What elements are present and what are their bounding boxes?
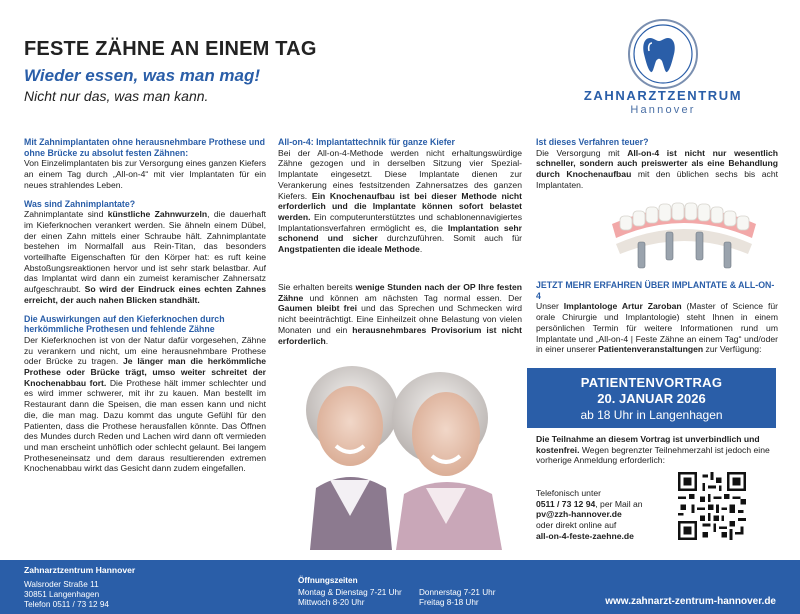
what-text: Zahnimplantate sind künstliche Zahnwurzeln, die dauerhaft im Kieferknochen verankert werden. Sie ähneln einem Dübel, der einen Zahn mittels einer Schraube hält. Zahnimplantate bestehen im Normalfall aus Rein-Titan, das besonders vorteilhafte Eigenschaften für den Körper hat: es ruft keine Abstoßungsreaktionen hervor und ist sehr stark belastbar. Auf das Implantat wird dann ein zumeist keramischer Zahnersatz aufgeschraubt. So wird der Eindruck eines echten Zahnes erreicht, der auch nahen Blicken standhält.: [24, 209, 266, 305]
opening-hours-left: Montag & Dienstag 7-21 Uhr Mittwoch 8-20 Uhr: [298, 588, 402, 607]
talk-title: PATIENTENVORTRAG: [580, 375, 723, 390]
website-url-link[interactable]: www.zahnarzt-zentrum-hannover.de: [605, 596, 776, 607]
headline: FESTE ZÄHNE AN EINEM TAG: [24, 38, 317, 60]
mail-line: [536, 509, 676, 520]
patient-talk-box: [527, 368, 776, 428]
website-line: [536, 531, 676, 542]
all-on-4-heading: All-on-4: Implantattechnik für ganze Kiefer: [278, 137, 455, 147]
phone-number[interactable]: 0511 / 73 12 94: [536, 498, 596, 509]
talk-date: 20. JANUAR 2026: [597, 391, 706, 406]
footer-phone[interactable]: Telefon 0511 / 73 12 94: [24, 600, 109, 609]
opening-hours-title: Öffnungszeiten: [298, 576, 358, 585]
footer: [0, 560, 800, 614]
more-text: Unser Implantologe Artur Zaroban (Master of Science für orale Chirurgie und Implantologie) steht Ihnen in einem persönlichen Termin für weitere Informationen rund um Implantate und „All-on-4 | Feste Zähne an einem Tag“ und/oder in einer unserer Patientenveranstaltungen zur Verfügung:: [536, 301, 778, 355]
registration-contact: [536, 488, 676, 542]
column-right-more: [536, 280, 778, 355]
patients-photo: [282, 348, 526, 550]
cost-heading: Ist dieses Verfahren teuer?: [536, 137, 649, 147]
effects-text: Der Kieferknochen ist von der Natur dafür vorgesehen, Zähne zu verankern und nicht, um eine herausnehmbare Prothese oder Brücke zu tragen. Je länger man die herkömmliche Prothese oder Brücke trägt, umso weiter schreitet der Knochenabbau fort. Die Prothese hält immer schlechter und es wird immer schwerer, mit ihr zu kauen. Man bestellt im Restaurant dann die Speisen, die man essen kann und nicht die, die man mag. Dazu kommt das ungute Gefühl für den Patienten, dass die Prothese herausfallen könnte. Das Öffnen des Mundes durch Reden und Lachen wird dann oft vermieden und man erscheint unhöflich oder schlecht gelaunt. Bei langem Protheseneinsatz und dem daraus resultierenden extremen Knochenabbau wirkt das Gesicht dann zudem eingefallen.: [24, 334, 266, 474]
column-middle: [278, 137, 522, 255]
qr-code-icon[interactable]: [678, 472, 746, 540]
mail-link[interactable]: pv@zzh-hannover.de: [536, 509, 622, 520]
column-middle-lower: [278, 282, 522, 346]
free-text: Die Teilnahme an diesem Vortrag ist unverbindlich und kostenfrei. Wegen begrenzter Teilnehmerzahl ist jedoch eine vorherige Anmeldung erforderlich:: [536, 434, 770, 466]
logo-city: Hannover: [630, 104, 696, 116]
effects-heading: Die Auswirkungen auf den Kieferknochen durch herkömmliche Prothesen und fehlende Zähne: [24, 313, 225, 335]
online-label: oder direkt online auf: [536, 520, 617, 531]
logo-name: ZAHNARZTZENTRUM: [583, 88, 743, 103]
column-left: [24, 137, 266, 474]
intro-heading: Mit Zahnimplantaten ohne herausnehmbare Prothese und ohne Brücke zu absolut festen Zähnen:: [24, 137, 265, 158]
intro-text: Von Einzelimplantaten bis zur Versorgung eines ganzen Kiefers an einem Tag durch „All-on-4“ mit vier Implantaten für ein neues strahlendes Leben.: [24, 158, 266, 190]
what-heading: Was sind Zahnimplantate?: [24, 198, 136, 209]
talk-time: ab 18 Uhr in Langenhagen: [580, 408, 723, 422]
implant-illustration: [602, 194, 766, 274]
phone-label: Telefonisch unter: [536, 488, 601, 498]
tagline: Nicht nur das, was man kann.: [24, 88, 209, 104]
footer-clinic-name: Zahnarztzentrum Hannover: [24, 565, 136, 575]
opening-hours-right: Donnerstag 7-21 Uhr Freitag 8-18 Uhr: [419, 588, 496, 607]
registration-info: [536, 434, 778, 466]
more-heading: JETZT MEHR ERFAHREN ÜBER IMPLANTATE & ALL-ON-4: [536, 280, 775, 301]
after-op-text: Sie erhalten bereits wenige Stunden nach der OP Ihre festen Zähne und können am nächsten Tag normal essen. Der Gaumen bleibt frei und das Sprechen und Schmecken wird nicht beeinträchtigt. Eine Einheilzeit ohne Belastung von vielen Monaten und ein herausnehmbares Provisorium ist nicht erforderlich.: [278, 282, 523, 346]
cost-text: Die Versorgung mit All-on-4 ist nicht nur wesentlich schneller, sondern auch preiswerter als eine Behandlung durch Knochenaufbau mit den üblichen sechs bis acht Implantaten.: [536, 147, 779, 190]
column-right: [536, 137, 778, 191]
footer-address: Walsroder Straße 11 30851 Langenhagen Telefon 0511 / 73 12 94: [24, 580, 109, 609]
phone-line: 0511 / 73 12 94, per Mail an: [536, 498, 643, 509]
subheadline: Wieder essen, was man mag!: [24, 66, 261, 85]
all-on-4-text: Bei der All-on-4-Methode werden nicht erhaltungswürdige Zähne gezogen und in derselben Sitzung vier Spezial-Implantate eingesetzt. Diese Implantate dienen zur Verankerung eines festsitzenden Zahnersatzes des ganzen Kiefers. Ein Knochenaufbau ist bei dieser Methode nicht erforderlich und die Implantate können sofort belastet werden. Ein computerunterstütztes und schablonennavigiertes Implantationsverfahren ermöglicht es, die Implantation sehr schonend und sicher durchzuführen. Somit auch für Angstpatienten die ideale Methode.: [278, 147, 523, 255]
website-link[interactable]: all-on-4-feste-zaehne.de: [536, 530, 634, 541]
